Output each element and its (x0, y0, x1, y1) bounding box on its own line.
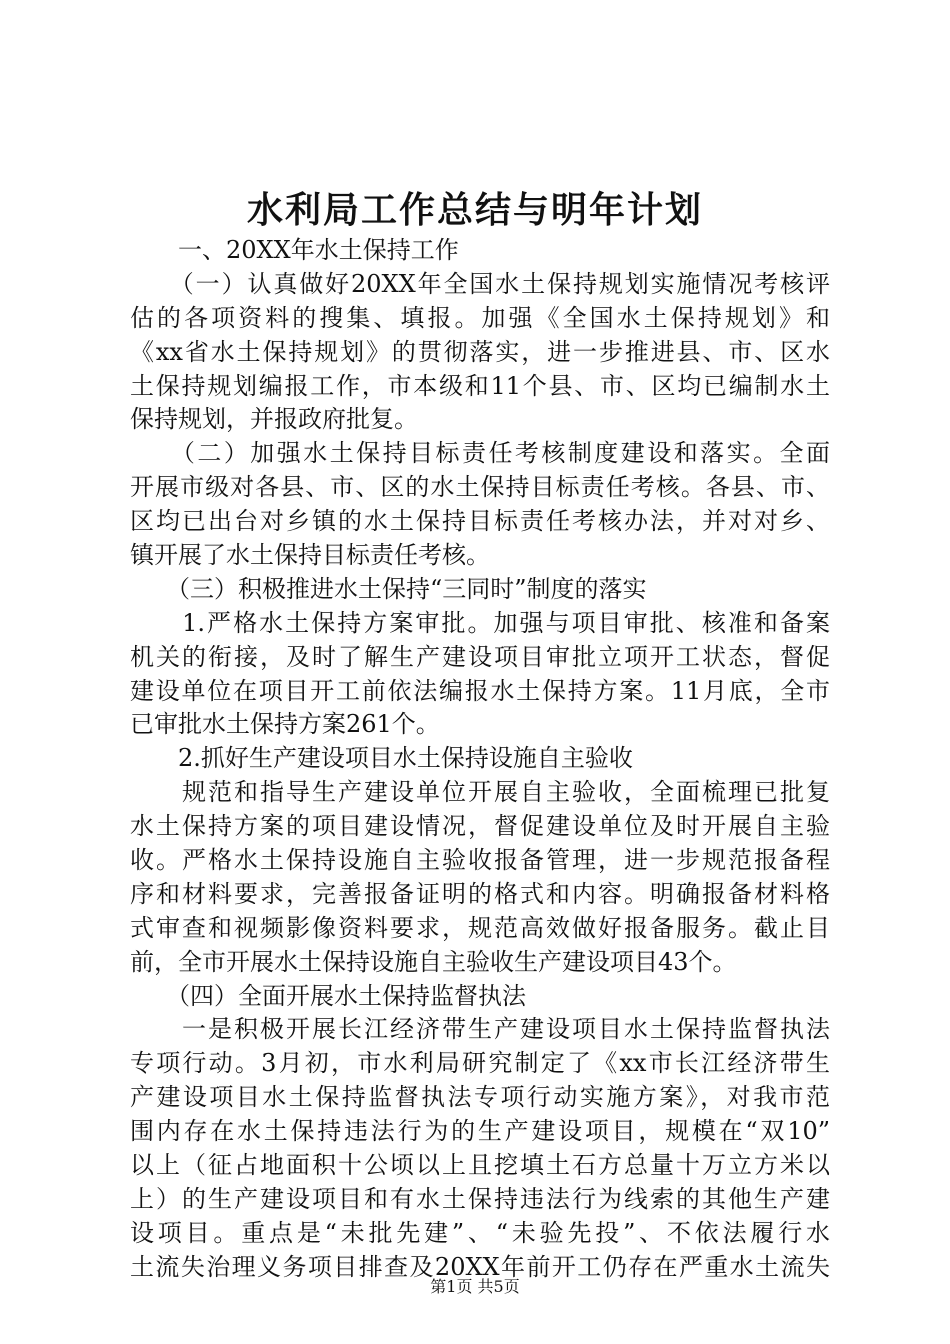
text-line: （一）认真做好20XX年全国水土保持规划实施情况考核评 (130, 269, 830, 298)
text-line: 专项行动。3月初，市水利局研究制定了《xx市长江经济带生 (130, 1049, 830, 1078)
text-line: 《xx省水土保持规划》的贯彻落实，进一步推进县、市、区水 (130, 337, 830, 366)
text-line: 1.严格水土保持方案审批。加强与项目审批、核准和备案 (130, 608, 830, 637)
text-line: 收。严格水土保持设施自主验收报备管理，进一步规范报备程 (130, 846, 830, 875)
text-line: 区均已出台对乡镇的水土保持目标责任考核办法，并对对乡、 (130, 507, 830, 536)
text-line: 土流失治理义务项目排查及20XX年前开工仍存在严重水土流失 (130, 1252, 830, 1281)
text-line: 规范和指导生产建设单位开展自主验收，全面梳理已批复 (130, 778, 830, 807)
text-line: 机关的衔接，及时了解生产建设项目审批立项开工状态，督促 (130, 642, 830, 671)
text-line: 产建设项目水土保持监督执法专项行动实施方案》，对我市范 (130, 1083, 830, 1112)
text-line: （三）积极推进水土保持“三同时”制度的落实 (130, 574, 647, 603)
text-line: （二）加强水土保持目标责任考核制度建设和落实。全面 (130, 439, 830, 468)
text-line: 保持规划，并报政府批复。 (130, 405, 418, 434)
text-line: 水土保持方案的项目建设情况，督促建设单位及时开展自主验 (130, 812, 830, 841)
text-line: 一是积极开展长江经济带生产建设项目水土保持监督执法 (130, 1015, 830, 1044)
text-line: 以上（征占地面积十公顷以上且挖填土石方总量十万立方米以 (130, 1151, 830, 1180)
text-line: （四）全面开展水土保持监督执法 (130, 981, 526, 1010)
text-line: 序和材料要求，完善报备证明的格式和内容。明确报备材料格 (130, 879, 830, 908)
text-line: 估的各项资料的搜集、填报。加强《全国水土保持规划》和 (130, 303, 830, 332)
text-line: 开展市级对各县、市、区的水土保持目标责任考核。各县、市、 (130, 473, 830, 502)
text-line: 前，全市开展水土保持设施自主验收生产建设项目43个。 (130, 947, 737, 976)
text-line: 设项目。重点是“未批先建”、“未验先投”、不依法履行水 (130, 1218, 830, 1247)
text-line: 2.抓好生产建设项目水土保持设施自主验收 (130, 744, 633, 773)
text-line: 土保持规划编报工作，市本级和11个县、市、区均已编制水土 (130, 371, 830, 400)
text-line: 建设单位在项目开工前依法编报水土保持方案。11月底，全市 (130, 676, 830, 705)
text-line: 围内存在水土保持违法行为的生产建设项目，规模在“双10” (130, 1117, 830, 1146)
text-line: 上）的生产建设项目和有水土保持违法行为线索的其他生产建 (130, 1184, 830, 1213)
text-line: 式审查和视频影像资料要求，规范高效做好报备服务。截止目 (130, 913, 830, 942)
text-line: 一、20XX年水土保持工作 (130, 236, 459, 264)
page-number-footer: 第1页 共5页 (430, 1277, 520, 1296)
text-line: 已审批水土保持方案261个。 (130, 710, 440, 739)
document-title: 水利局工作总结与明年计划 (246, 189, 703, 231)
document-body (130, 234, 830, 1285)
text-line: 镇开展了水土保持目标责任考核。 (130, 541, 490, 570)
